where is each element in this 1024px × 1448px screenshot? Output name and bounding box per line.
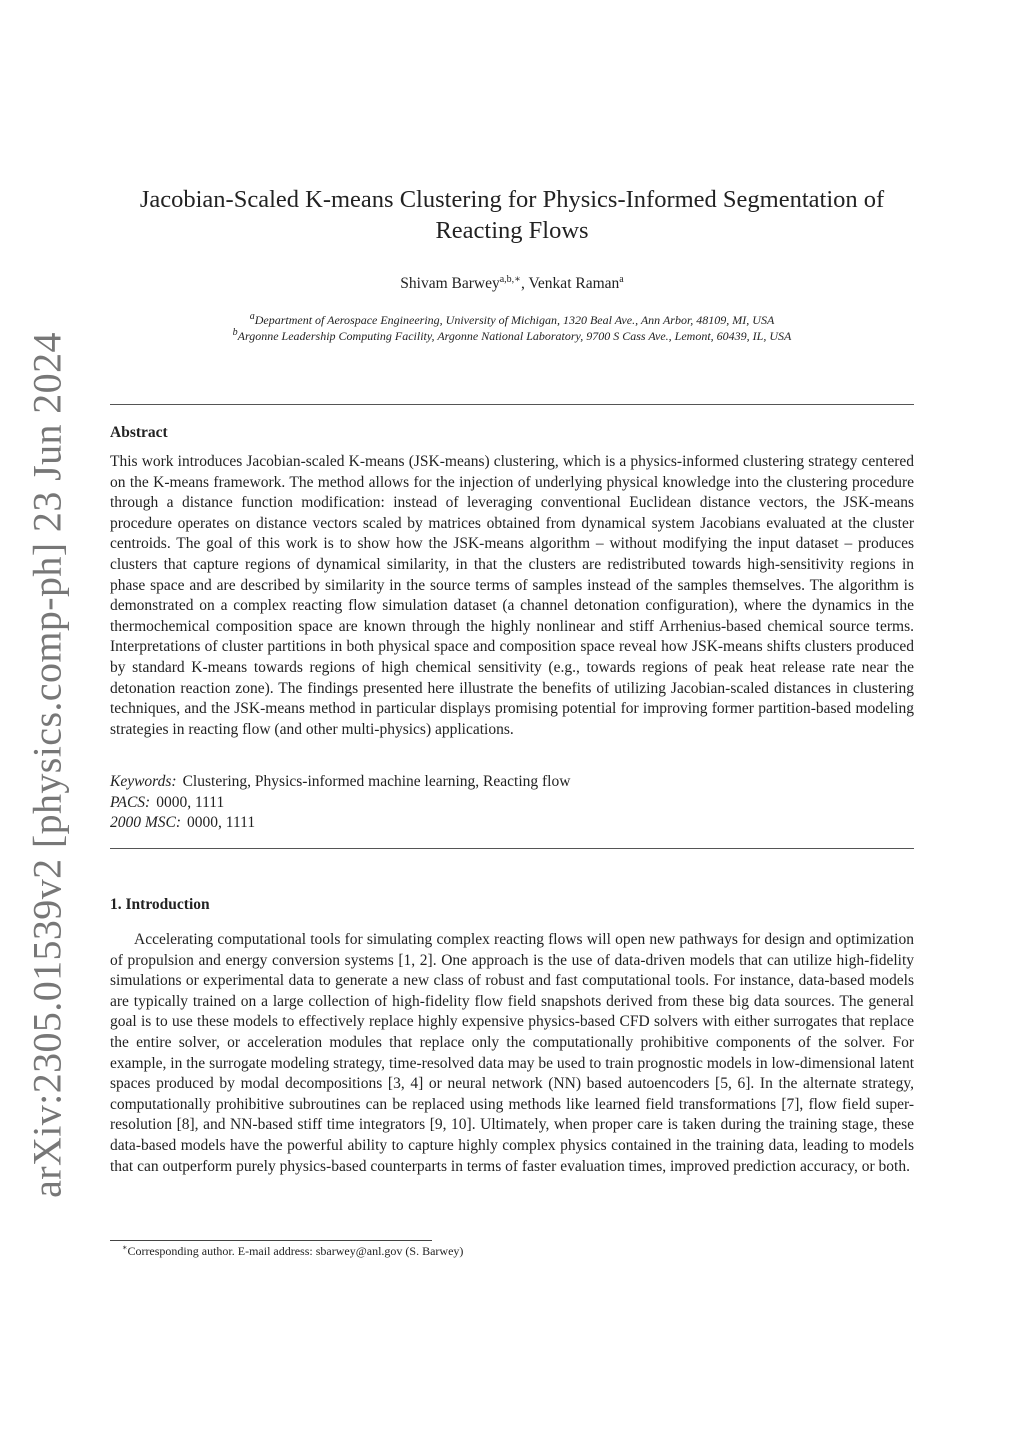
arxiv-id: arXiv:2305.01539v2 [physics.comp-ph] 23 Jun 2024 xyxy=(24,332,70,1198)
section-heading: 1. Introduction xyxy=(110,896,210,913)
paper-title: Jacobian-Scaled K-means Clustering for Physics-Informed Segmentation of Reacting Flows xyxy=(139,186,885,244)
footnote-rule xyxy=(110,1240,432,1241)
pacs-label: PACS: xyxy=(110,793,151,811)
divider xyxy=(110,848,914,849)
affiliations xyxy=(110,312,914,344)
arxiv-sidebar-stamp xyxy=(22,332,72,1198)
author-list: Shivam Barwey$^{a,b,∗}$, Venkat Raman$^a$ xyxy=(400,273,624,292)
divider xyxy=(110,404,914,405)
affiliation: $^a$Department of Aerospace Engineering, University of Michigan, 1320 Beal Ave., Ann Arbor, 48109, MI, USA xyxy=(249,311,775,327)
footnote-text: Corresponding author. E-mail address: sbarwey@anl.gov (S. Barwey) xyxy=(127,1244,464,1258)
msc-value: 0000, 1111 xyxy=(187,814,256,832)
affiliation: $^b$Argonne Leadership Computing Facility, Argonne National Laboratory, 9700 S Cass Ave., Lemont, 60439, IL, USA xyxy=(232,327,792,343)
keywords-value: Clustering, Physics-informed machine learning, Reacting flow xyxy=(182,773,571,790)
footnote: ∗Corresponding author. E-mail address: sbarwey@anl.gov (S. Barwey) xyxy=(122,1243,464,1258)
author-affil-mark: a,b,∗ xyxy=(499,273,521,285)
author-affil-mark: a xyxy=(619,273,624,285)
abstract-heading: Abstract xyxy=(110,424,168,441)
author-name: Venkat Raman xyxy=(528,275,620,292)
pacs-value: 0000, 1111 xyxy=(156,793,225,811)
keywords-label: Keywords: xyxy=(110,773,177,790)
abstract-text: This work introduces Jacobian-scaled K-means (JSK-means) clustering, which is a physics-informed clustering strategy centered on the K-means framework. The method allows for the injection of underlying physical knowledge into the clustering procedure through a distance function modification: instead of leveraging conventional Euclidean distance vectors, the JSK-means procedure operates on distance vectors scaled by matrices obtained from dynamical system Jacobians evaluated at the cluster centroids. The goal of this work is to show how the JSK-means algorithm – without modifying the input dataset – produces clusters that capture regions of dynamical similarity, in that the clusters are redistributed towards high-sensitivity regions in phase space and are described by similarity in the source terms of samples instead of the samples themselves. The algorithm is demonstrated on a complex reacting flow simulation dataset (a channel detonation configuration), where the dynamics in the thermochemical composition space are known through the highly nonlinear and stiff Arrhenius-based chemical source terms. Interpretations of cluster partitions in both physical space and composition space reveal how JSK-means shifts clusters produced by standard K-means towards regions of high chemical sensitivity (e.g., towards regions of peak heat release rate near the detonation reaction zone). The findings presented here illustrate the benefits of utilizing Jacobian-scaled distances in clustering techniques, and the JSK-means method in particular displays promising potential for improving former partition-based modeling strategies in reacting flow (and other multi-physics) applications. xyxy=(110,453,914,738)
author-name: Shivam Barwey xyxy=(400,275,500,292)
msc-label: 2000 MSC: xyxy=(110,814,182,832)
introduction-text: Accelerating computational tools for simulating complex reacting flows will open new pathways for design and optimization of propulsion and energy conversion systems [1, 2]. One approach is the use of data-driven models that can utilize high-fidelity simulations or experimental data to generate a new class of robust and fast computational tools. For instance, data-based models are typically trained on a large collection of high-fidelity flow field snapshots derived from these big data sources. The general goal is to use these models to effectively replace highly expensive physics-based CFD solvers with either surrogates that replace the entire solver, or acceleration modules that replace only the computationally prohibitive components of the solver. For example, in the surrogate modeling strategy, time-resolved data may be used to train prognostic models in low-dimensional latent spaces produced by modal decompositions [3, 4] or neural network (NN) based autoencoders [5, 6]. In the alternate strategy, computationally prohibitive subroutines can be replaced using methods like learned field transformations [7], flow field super-resolution [8], and NN-based stiff time integrators [9, 10]. Ultimately, when proper care is taken during the training stage, these data-based models have the powerful ability to capture highly complex physics contained in the training data, leading to models that can outperform purely physics-based counterparts in terms of faster evaluation times, improved prediction accuracy, or both. xyxy=(110,931,914,1175)
keywords-block xyxy=(110,772,914,834)
